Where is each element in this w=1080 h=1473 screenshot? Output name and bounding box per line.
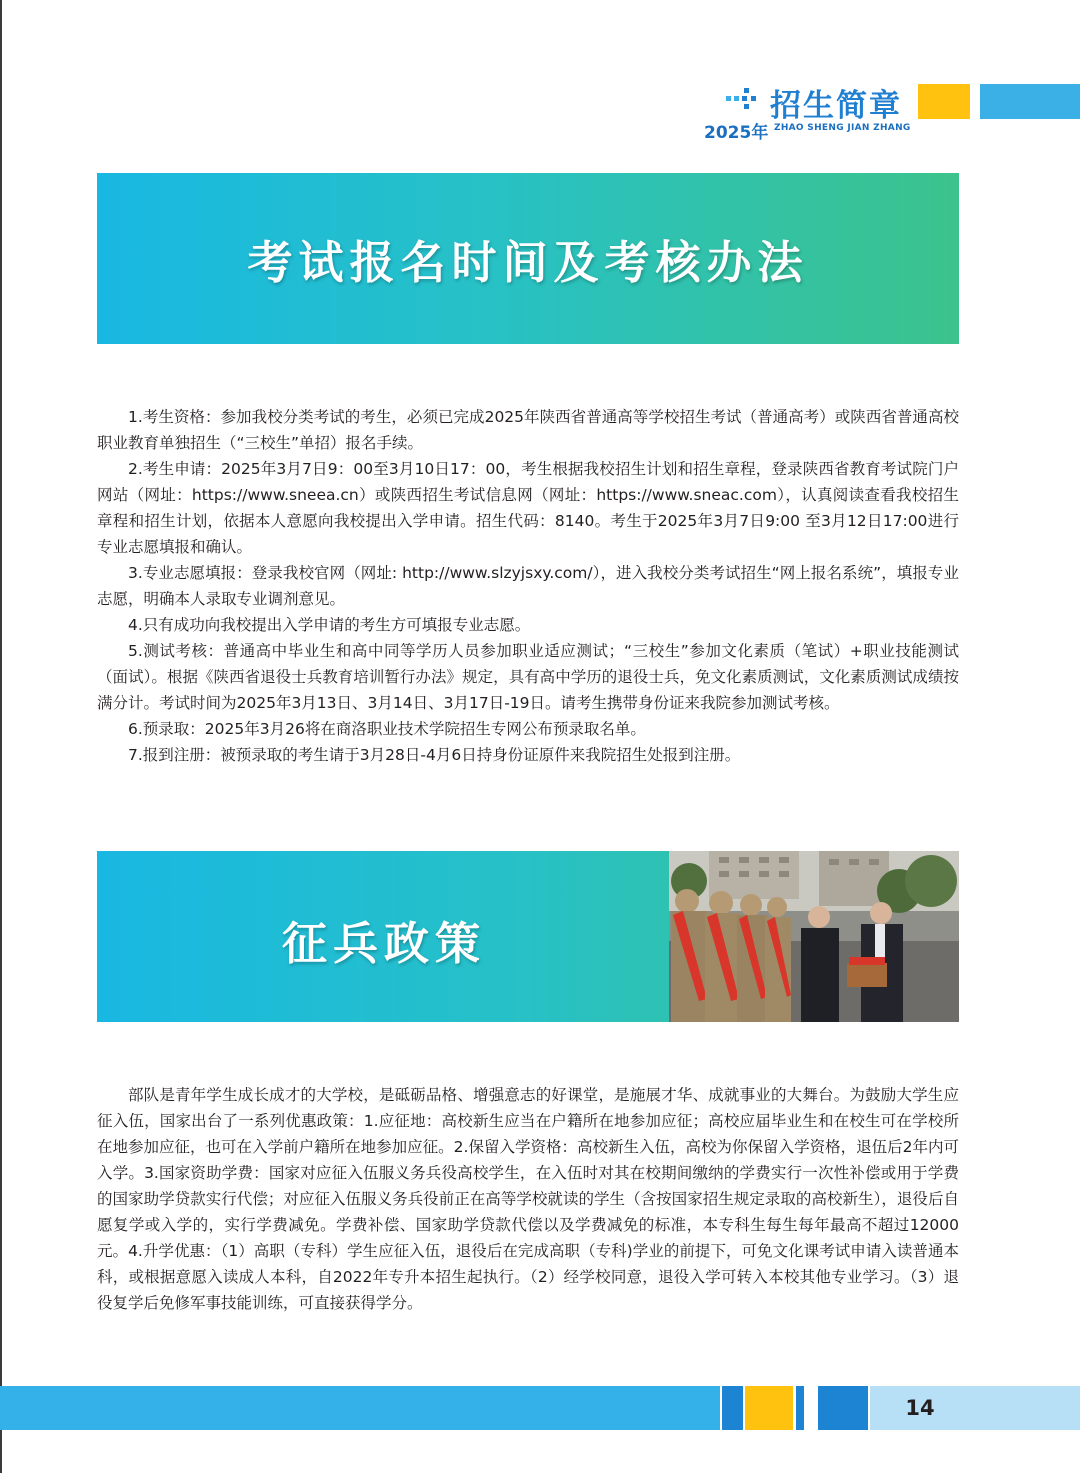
footer-blue-band: [0, 1386, 720, 1430]
military-ceremony-photo: [669, 851, 959, 1022]
section-title: 考试报名时间及考核办法: [247, 236, 809, 289]
paragraph: 1.考生资格：参加我校分类考试的考生，必须已完成2025年陕西省普通高等学校招生考试（普通高考）或陕西省普通高校职业教育单独招生（“三校生”单招）报名手续。: [97, 408, 959, 452]
paragraph: 5.测试考核：普通高中毕业生和高中同等学历人员参加职业适应测试；“三校生”参加文化素质（笔试）+职业技能测试（面试）。根据《陕西省退役士兵教育培训暂行办法》规定，具有高中学历的退役士兵，免文化素质测试，文化素质测试成绩按满分计。考试时间为2025年3月13日、3月14日、3月17日-19日。请考生携带身份证来我院参加测试考核。: [97, 642, 959, 712]
page-edge: [0, 0, 2, 1473]
paragraph: 4.只有成功向我校提出入学申请的考生方可填报专业志愿。: [128, 616, 531, 634]
paragraph: 3.专业志愿填报：登录我校官网（网址: http://www.slzyjsxy.com/），进入我校分类考试招生“网上报名系统”，填报专业志愿，明确本人录取专业调剂意见。: [97, 564, 959, 608]
footer-yellow-block: [745, 1386, 793, 1430]
page-number: 14: [905, 1396, 935, 1420]
paragraph: 7.报到注册：被预录取的考生请于3月28日-4月6日持身份证原件来我院招生处报到注册。: [128, 746, 741, 764]
section-title: 征兵政策: [282, 917, 487, 970]
brand-pinyin: ZHAO SHENG JIAN ZHANG: [774, 123, 911, 133]
paragraph: 6.预录取：2025年3月26将在商洛职业技术学院招生专网公布预录取名单。: [128, 720, 646, 738]
brand-title: 招生简章: [770, 88, 902, 124]
footer-stripe: [796, 1386, 804, 1430]
section-body-military: [97, 1082, 959, 1316]
brand-blue-block: [980, 84, 1080, 119]
brand-year: 2025年: [704, 123, 769, 143]
section-banner-military: [97, 851, 959, 1022]
paragraph: 部队是青年学生成长成才的大学校，是砥砺品格、增强意志的好课堂，是施展才华、成就事业的大舞台。为鼓励大学生应征入伍，国家出台了一系列优惠政策：1.应征地：高校新生应当在户籍所在地参加应征；高校应届毕业生和在校生可在学校所在地参加应征，也可在入学前户籍所在地参加应征。2.保留入学资格：高校新生入伍，高校为你保留入学资格，退伍后2年内可入学。3.国家资助学费：国家对应征入伍服义务兵役高校学生，在入伍时对其在校期间缴纳的学费实行一次性补偿或用于学费的国家助学贷款实行代偿；对应征入伍服义务兵役前正在高等学校就读的学生（含按国家招生规定录取的高校新生），退役后自愿复学或入学的，实行学费减免。学费补偿、国家助学贷款代偿以及学费减免的标准，本专科生每生每年最高不超过12000元。4.升学优惠：（1）高职（专科）学生应征入伍，退役后在完成高职（专科)学业的前提下，可免文化课考试申请入读普通本科，或根据意愿入读成人本科，自2022年专升本招生起执行。（2）经学校同意，退役入学可转入本校其他专业学习。（3）退役复学后免修军事技能训练，可直接获得学分。: [97, 1086, 959, 1312]
brand-header: [700, 78, 1080, 143]
footer-stripe: [722, 1386, 743, 1430]
section-body-exam: [97, 404, 959, 768]
footer-bar: [0, 1386, 1080, 1430]
arrow-right-icon: [726, 86, 762, 110]
footer-stripe: [818, 1386, 868, 1430]
section-banner-exam: [97, 173, 959, 344]
paragraph: 2.考生申请：2025年3月7日9：00至3月10日17：00，考生根据我校招生计划和招生章程，登录陕西省教育考试院门户网站（网址：https://www.sneea.cn）或陕西招生考试信息网（网址：https://www.sneac.com），认真阅读查看我校招生章程和招生计划，依据本人意愿向我校提出入学申请。招生代码：8140。考生于2025年3月7日9:00 至3月12日17:00进行专业志愿填报和确认。: [97, 460, 959, 556]
brand-yellow-block: [918, 84, 970, 119]
